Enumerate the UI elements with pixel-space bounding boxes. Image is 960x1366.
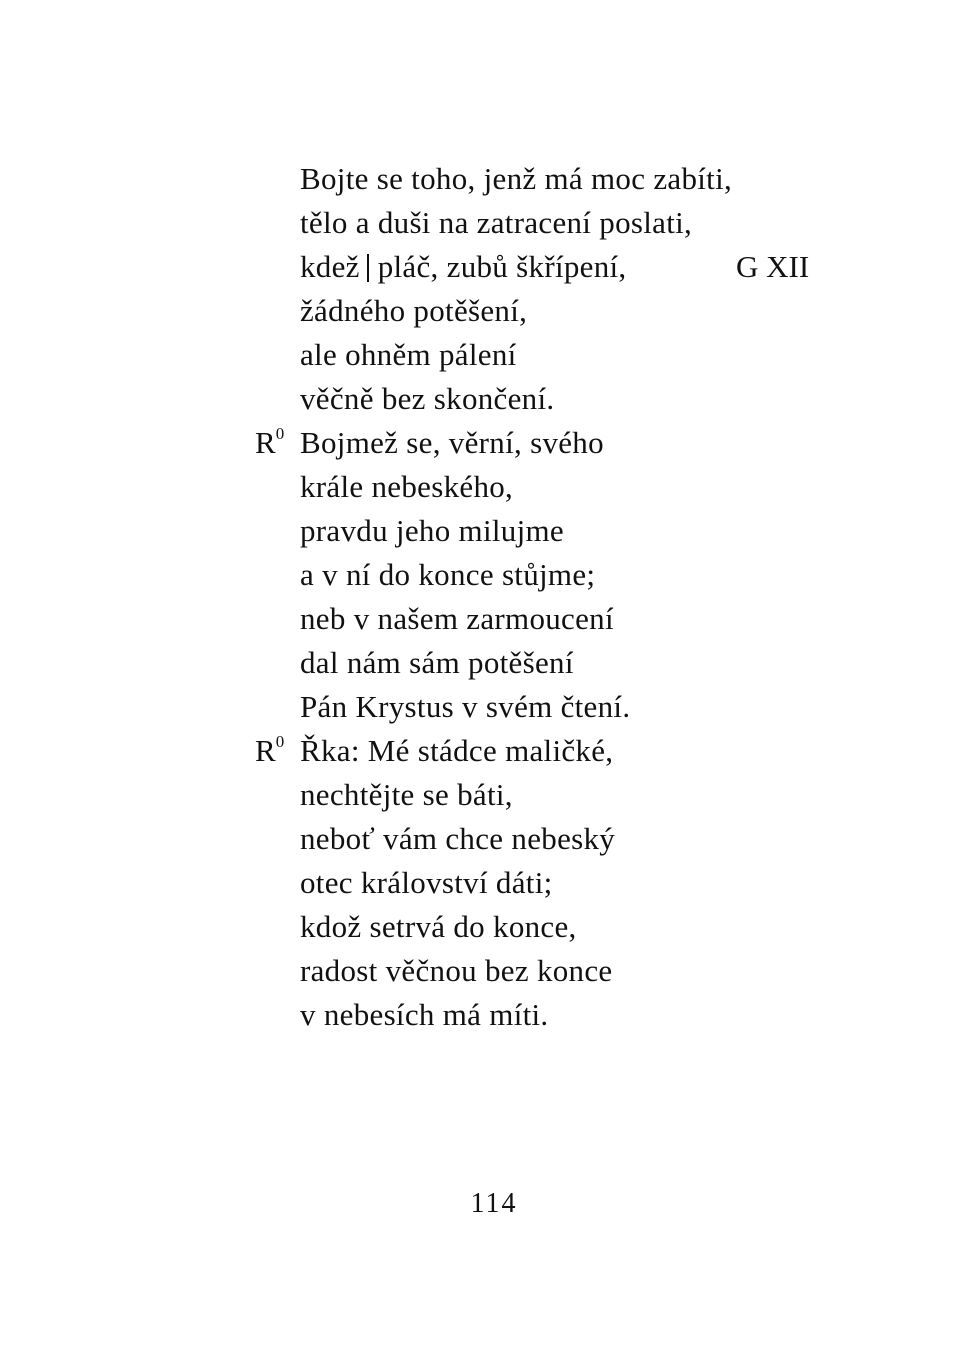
refrain-letter: R — [255, 425, 276, 460]
refrain-sup: 0 — [275, 732, 285, 751]
verse-line: pravdu jeho milujme — [300, 513, 564, 548]
verse-line: žádného potěšení, — [300, 293, 528, 328]
verse-line: Bojte se toho, jenž má moc zabíti, — [300, 161, 733, 196]
verse-line-start: kdež — [300, 249, 360, 284]
refrain-marker — [255, 729, 284, 773]
verse-line: neboť vám chce nebeský — [300, 821, 616, 856]
page-number: 114 — [470, 1188, 518, 1219]
marginal-note: G XII — [736, 249, 810, 284]
verse-line: nechtějte se báti, — [300, 777, 513, 812]
refrain-sup: 0 — [275, 424, 285, 443]
refrain-letter: R — [255, 733, 276, 768]
verse-line: a v ní do konce stůjme; — [300, 557, 596, 592]
verse-line: Bojmež se, věrní, svého — [300, 425, 604, 460]
verse-line: dal nám sám potěšení — [300, 645, 574, 680]
verse-line — [300, 245, 626, 289]
verse-line: tělo a duši na zatracení poslati, — [300, 205, 693, 240]
verse-line: otec království dáti; — [300, 865, 553, 900]
verse-line: v nebesích má míti. — [300, 997, 549, 1032]
verse-line: věčně bez skončení. — [300, 381, 555, 416]
verse-line-end: pláč, zubů škřípení, — [377, 249, 627, 284]
verse-line: neb v našem zarmoucení — [300, 601, 614, 636]
verse-line: Pán Krystus v svém čtení. — [300, 689, 631, 724]
column-break-marker — [367, 254, 369, 282]
verse-line: kdož setrvá do konce, — [300, 909, 577, 944]
verse-line: krále nebeského, — [300, 469, 514, 504]
verse-line: ale ohněm pálení — [300, 337, 517, 372]
verse-line: Řka: Mé stádce maličké, — [300, 733, 614, 768]
verse-line: radost věčnou bez konce — [300, 953, 613, 988]
refrain-marker — [255, 421, 284, 465]
